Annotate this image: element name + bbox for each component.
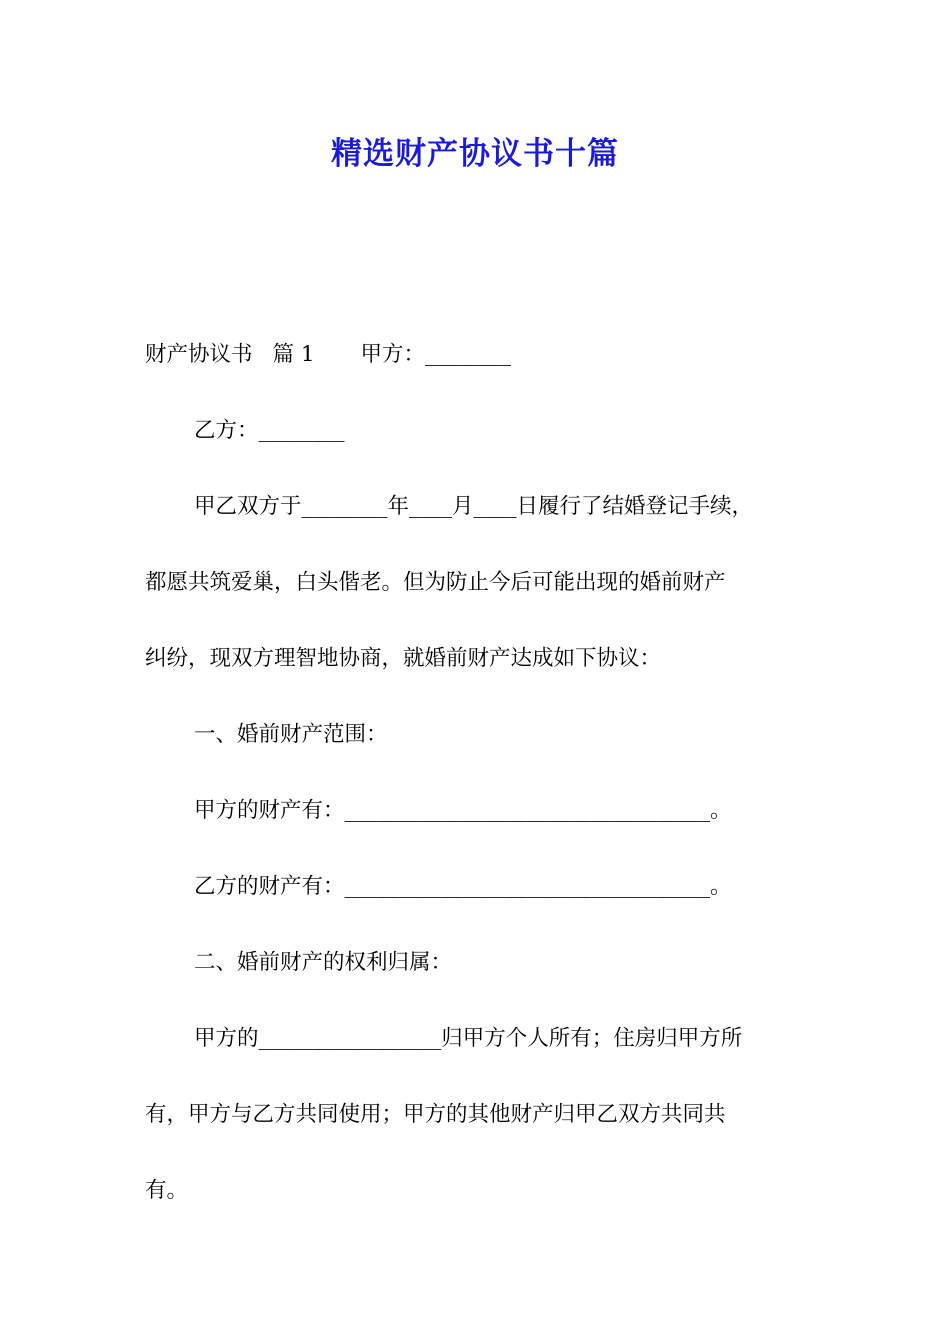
party-a-property-field: 甲方的财产有：__________________________________。 xyxy=(194,798,732,823)
party-b-field: 乙方：________ xyxy=(194,418,345,443)
section-number: 篇 1 xyxy=(272,342,315,367)
paragraph-line: 都愿共筑爱巢，白头偕老。但为防止今后可能出现的婚前财产 xyxy=(145,570,726,595)
paragraph-line: 甲方的_________________归甲方个人所有；住房归甲方所 xyxy=(194,1026,743,1051)
clause-heading: 二、婚前财产的权利归属： xyxy=(194,950,453,975)
section-heading-line xyxy=(145,336,815,374)
document-title: 精选财产协议书十篇 xyxy=(331,136,619,172)
paragraph-line: 纠纷，现双方理智地协商，就婚前财产达成如下协议： xyxy=(145,646,662,671)
paragraph-line: 甲乙双方于________年____月____日履行了结婚登记手续， xyxy=(194,494,754,519)
party-a-field: 甲方：________ xyxy=(360,342,512,367)
clause-heading: 一、婚前财产范围： xyxy=(194,722,388,747)
paragraph-line: 有。 xyxy=(145,1178,189,1203)
document-body xyxy=(145,336,815,1210)
section-heading: 财产协议书 xyxy=(145,342,253,367)
paragraph-line: 有，甲方与乙方共同使用；甲方的其他财产归甲乙双方共同共 xyxy=(145,1102,726,1127)
party-b-property-field: 乙方的财产有：__________________________________。 xyxy=(194,874,732,899)
